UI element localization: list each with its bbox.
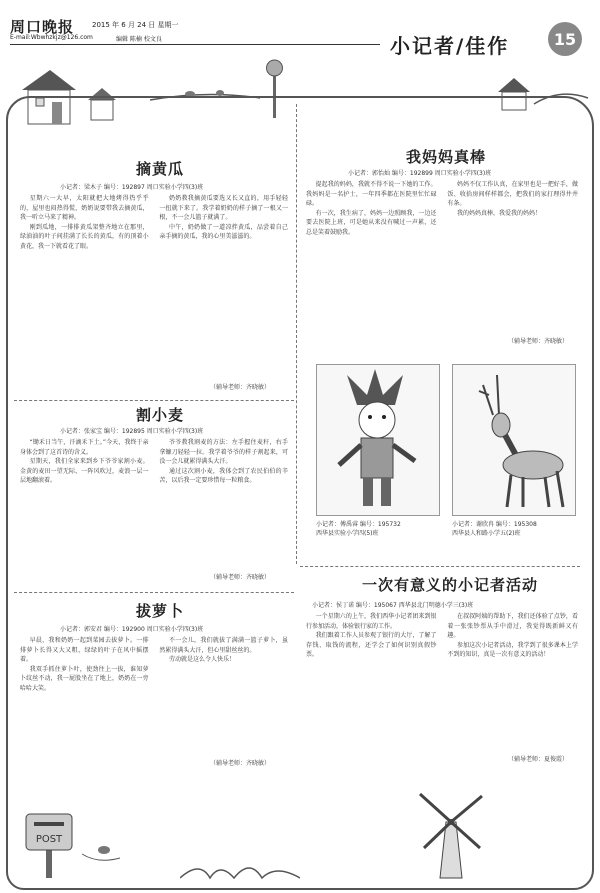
article-byline: 小记者：郭怡灿 编号：192899 周口实验小学四(3)班 [348, 170, 492, 177]
grass-illustration [180, 840, 300, 880]
tutor-credit: （辅导老师：齐晓敏） [210, 384, 271, 391]
paragraph: 有一次，我生病了，妈妈一边照顾我，一边还要去医院上班，可是她从来没有喊过一声累，还总是笑着鼓励我。 [306, 209, 437, 236]
postbox-illustration [18, 784, 128, 880]
drawing-goku [316, 364, 440, 516]
paragraph: 参加这次小记者活动，我学到了很多课本上学不到的知识，真是一次有意义的活动！ [447, 641, 578, 659]
caption-school: 西华县实验小学四(5)班 [316, 530, 379, 537]
article-byline: 小记者：张家宝 编号：192895 周口实验小学四(3)班 [60, 428, 204, 435]
article-body [306, 612, 578, 750]
section-divider [14, 592, 294, 593]
page-number-badge: 15 [548, 22, 582, 56]
paragraph: 我双手抓住萝卜叶，使劲往上一拔，谁知萝卜纹丝不动，我一屁股坐在了地上，奶奶在一旁哈哈大笑。 [20, 665, 149, 692]
article-byline: 小记者：郭安君 编号：192900 周口实验小学四(3)班 [60, 626, 204, 633]
drawing-caption [452, 520, 582, 538]
paragraph: 中午，奶奶做了一道凉拌黄瓜，品尝着自己亲手摘的黄瓜，我的心里美滋滋的。 [159, 223, 288, 241]
drawing-deer [452, 364, 576, 516]
caption-school: 西华县人和路小学五(2)班 [452, 530, 521, 537]
article-title: 摘黄瓜 [135, 160, 184, 178]
article-body [20, 438, 288, 564]
article-byline: 小记者：侯丁诺 编号：195067 西华县北门明德小学三(3)班 [312, 602, 474, 609]
postbox-label: POST [35, 834, 63, 845]
column-divider [296, 104, 297, 564]
paragraph: “锄禾日当午，汗滴禾下土。”今天，我终于亲身体会到了这首诗的含义。 [20, 439, 149, 456]
tutor-credit: （辅导老师：齐晓敏） [210, 574, 271, 581]
paragraph: 妈妈不仅工作认真，在家里也是一把好手，做饭、收拾房间样样都会，把我们的家打理得井井有条。 [447, 181, 578, 208]
header-rule [10, 44, 380, 45]
paragraph: 星期六一大早，太阳就把大地烤得热乎乎的，屋里也闷热得慌，奶奶说要带我去摘黄瓜，我一听立马来了精神。 [20, 195, 149, 222]
paragraph: 刚到瓜地，一排排黄瓜架整齐地立在那里，绿油油的叶子间挂满了长长的黄瓜，有的顶着小黄花，我一下就看花了眼。 [20, 223, 149, 250]
section-title: 小记者/佳作 [390, 34, 510, 58]
paragraph: 早晨，我和奶奶一起到菜园去拔萝卜。一排排萝卜长得又大又粗，绿绿的叶子在风中摇摆着。 [20, 637, 149, 664]
article-body [20, 194, 288, 376]
paragraph: 通过这次割小麦，我体会到了农民伯伯的辛苦，以后我一定要珍惜每一粒粮食。 [159, 467, 288, 485]
section-divider [14, 400, 294, 401]
article-title: 一次有意义的小记者活动 [361, 576, 538, 594]
caption-author: 小记者：傅禹睿 编号：195732 [316, 521, 401, 528]
paragraph: 一个星期六的上午，我们西华小记者团来到银行参加活动，体验银行家的工作。 [306, 613, 437, 630]
tutor-credit: （辅导老师：齐晓敏） [210, 760, 271, 767]
article-byline: 小记者：梁木子 编号：192897 周口实验小学四(3)班 [60, 184, 204, 191]
article-body [306, 180, 578, 332]
paragraph: 提起我的妈妈，我就不得不说一下她的工作。我妈妈是一名护士，一年四季都在医院里忙忙碌碌。 [306, 181, 437, 208]
tutor-credit: （辅导老师：齐晓敏） [508, 338, 569, 345]
article-title: 割小麦 [135, 406, 184, 424]
paragraph: 不一会儿，我们就拔了满满一篮子萝卜，虽然累得满头大汗，但心里甜丝丝的。 [159, 637, 288, 654]
editors-line: 编辑 陈楠 校文良 [116, 36, 162, 43]
tutor-credit: （辅导老师：夏俊霞） [508, 756, 569, 763]
masthead [0, 0, 600, 70]
section-divider [300, 566, 580, 567]
caption-author: 小记者：谢欣冉 编号：195308 [452, 521, 537, 528]
paragraph: 劳动就是这么令人快乐！ [168, 656, 235, 664]
paragraph: 奶奶教我摘黄瓜要选又长又直的，用手轻轻一扭就下来了。我学着奶奶的样子摘了一根又一根，不一会儿篮子就满了。 [159, 195, 288, 222]
article-body [20, 636, 288, 754]
date-line: 2015 年 6 月 24 日 星期一 [92, 21, 179, 29]
article-title: 拔萝卜 [135, 602, 184, 620]
paragraph: 星期天，我们全家来到乡下爷爷家割小麦。金黄的麦田一望无际，一阵风吹过，麦浪一层一层地翻滚着。 [20, 458, 149, 485]
paragraph: 我的妈妈真棒，我爱我的妈妈！ [457, 209, 542, 217]
drawing-caption [316, 520, 446, 538]
paper-name: 周口晚报 [10, 18, 75, 36]
windmill-illustration [400, 782, 500, 882]
paragraph: 在叔叔阿姨的帮助下，我们还体验了点钞，看着一张张钞票从手中滑过，我觉得既新鲜又有趣。 [447, 613, 578, 640]
article-title: 我妈妈真棒 [405, 148, 486, 166]
email-line: E-mail:Wbwhzkjz@126.com [10, 34, 93, 41]
paragraph: 我们跟着工作人员参观了银行的大厅，了解了存钱、取钱的流程，还学会了如何识别真假钞票。 [306, 632, 437, 659]
paragraph: 爷爷教我割麦的方法：左手握住麦秆，右手拿镰刀轻轻一拉。我学着爷爷的样子割起来，可没一会儿就累得满头大汗。 [159, 439, 288, 466]
